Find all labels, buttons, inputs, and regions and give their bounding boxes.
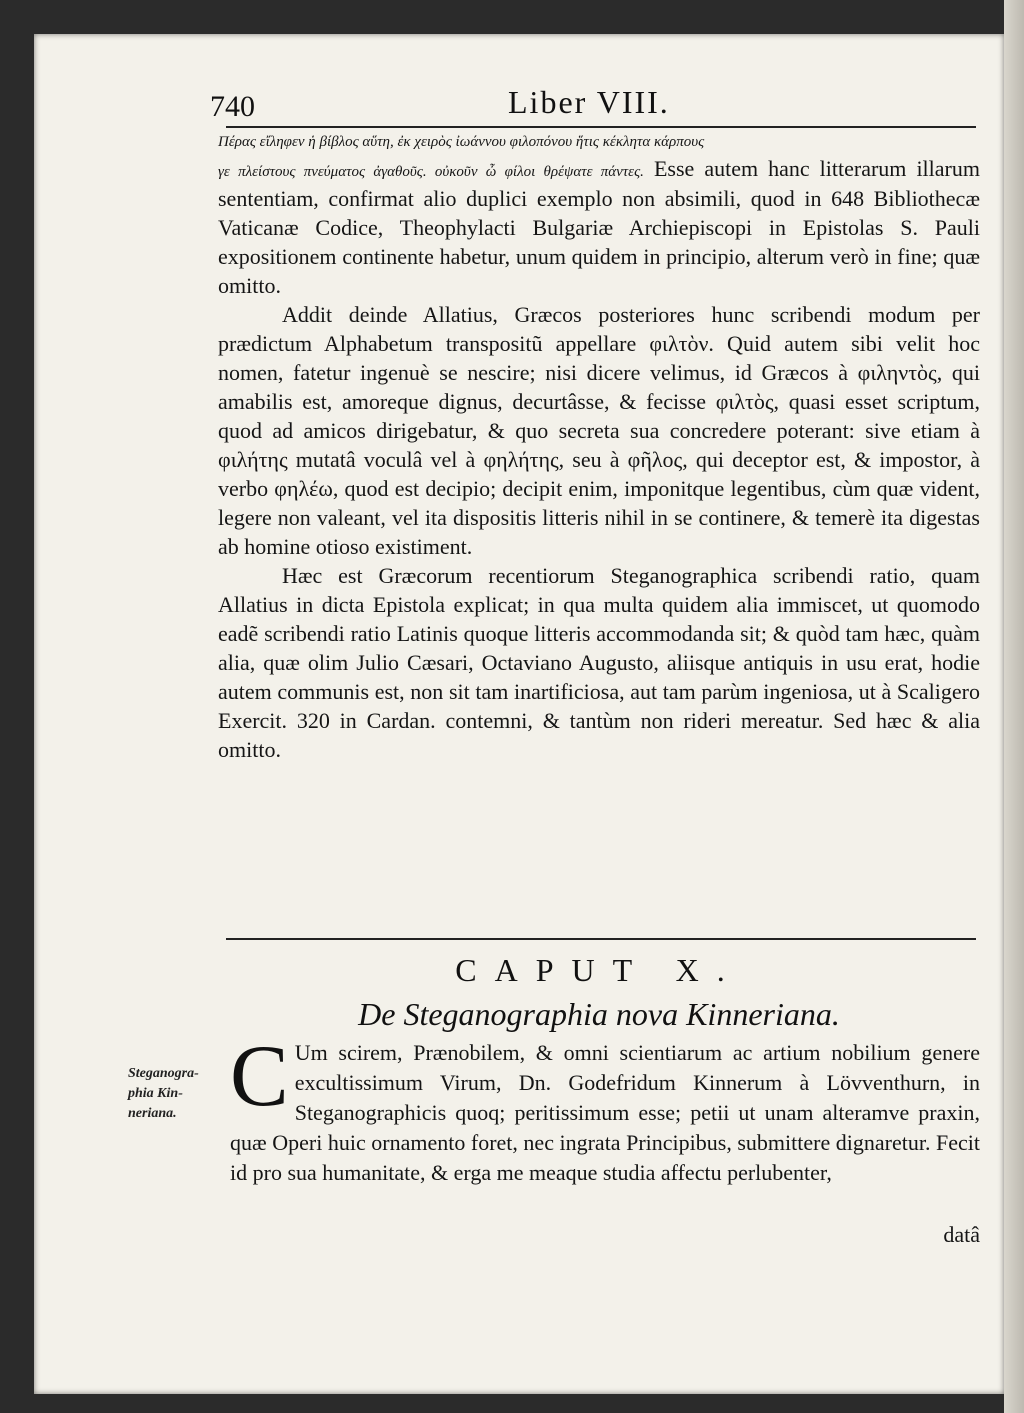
drop-cap: C: [230, 1028, 289, 1125]
paragraph-3: Hæc est Græcorum recentiorum Steganographica scribendi ratio, quam Allatius in dicta Epistola explicat; in qua multa quidem alia immiscet, ut quomodo eadẽ scribendi ratio Latinis quoque litteris accommodanda sit; & quòd tam hæc, quàm alia, quæ olim Julio Cæsari, Octaviano Augusto, aliisque antiquis in usu erat, hodie autem communis est, non sit tam inartificiosa, aut tam parùm ingeniosa, ut à Scaligero Exercit. 320 in Cardan. contemni, & tantùm non rideri mereatur. Sed hæc & alia omitto.: [218, 563, 980, 762]
chapter-title: CAPUT X.: [455, 952, 743, 988]
page-number: 740: [210, 90, 255, 123]
section-rule: [226, 938, 976, 940]
margin-note-line: phia Kin-: [128, 1086, 183, 1101]
chapter-body: [230, 1028, 980, 1188]
chapter-subtitle: De Steganographia nova Kinneriana.: [358, 996, 840, 1032]
paragraph-2: Addit deinde Allatius, Græcos posteriores hunc scribendi modum per prædictum Alphabetum transpositũ appellare φιλτὸν. Quid autem sibi velit hoc nomen, fatetur ingenuè se nescire; nisi dicere velimus, id Græcos à φιληντὸς, qui amabilis est, amoreque dignus, decurtâsse, & fecisse φιλτὸς, quasi esset scriptum, quod ad amicos dirigebatur, & quo secreta sua concredere poterant: sive etiam à φιλήτης mutatâ voculâ vel à φηλήτης, seu à φῆλος, qui deceptor est, & impostor, à verbo φηλέω, quod est decipio; decipit enim, imponitque legentibus, cùm quæ vident, legere non valeant, vel ita dispositis litteris nihil in se continere, & temerè ita digestas ab homine otioso existiment.: [218, 302, 980, 559]
margin-note-line: neriana.: [128, 1106, 177, 1121]
greek-line: Πέρας εἴληφεν ἡ βίβλος αὕτη, ἐκ χειρὸς ἰωάννου φιλοπόνου ἥτις κέκλητα κάρπους: [218, 134, 705, 150]
margin-note-line: Steganogra-: [128, 1066, 199, 1081]
chapter-text: Um scirem, Prænobilem, & omni scientiarum ac artium nobilium genere excultissimum Virum, Dn. Godefridum Kinnerum à Lövventhurn, in Steganographicis quoq; peritissimum esse; petii ut unam alteramve praxin, quæ Operi huic ornamento foret, nec ingrata Principibus, submittere dignaretur. Fecit id pro sua humanitate, & erga me meaque studia affectu perlubenter,: [230, 1040, 980, 1185]
running-head: Liber VIII.: [508, 84, 670, 120]
greek-line: γε πλείστους πνεύματος ἀγαθοῦς. οὐκοῦν ὦ φίλοι θρέψατε πάντες.: [218, 164, 644, 180]
greek-colophon: [218, 130, 980, 154]
page-header: [210, 78, 980, 126]
main-text: [218, 154, 980, 764]
margin-note: [128, 1064, 224, 1124]
catchword: datâ: [943, 1222, 980, 1247]
header-rule: [226, 126, 976, 128]
adjacent-page-edge: [1004, 0, 1024, 1413]
paragraph-1: Esse autem hanc litterarum illarum sententiam, confirmat alio duplici exemplo non absimili, quod in 648 Bibliothecæ Vaticanæ Codice, Theophylacti Bulgariæ Archiepiscopi in Epistolas S. Pauli expositionem continente habetur, unum quidem in principio, alterum verò in fine; quæ omitto.: [218, 156, 980, 298]
